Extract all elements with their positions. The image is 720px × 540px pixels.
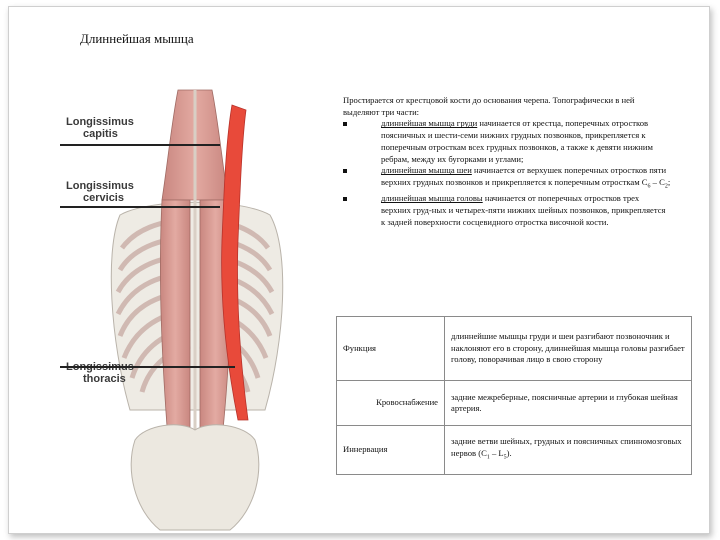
leader-line-capitis	[60, 144, 220, 146]
term-thoracis: длиннейшая мышца груди	[381, 118, 478, 129]
innervation-text-a: задние ветви шейных, грудных и поясничных спинномозговых нервов (С	[451, 436, 682, 458]
description-intro: Простирается от крестцовой кости до основания черепа. Топографически в ней выделяют три части:	[343, 95, 635, 117]
label-capitis-line1: Longissimus	[66, 116, 134, 128]
text-cervicis-a: начинается от верхушек поперечных отростков пяти верхних грудных позвонков и прикрепляется к поперечным отросткам С	[381, 165, 667, 187]
sub-c6: 6	[647, 183, 651, 190]
label-thoracis-line2: thoracis	[83, 373, 126, 385]
label-longissimus-cervicis	[66, 180, 134, 204]
label-cervicis-line1: Longissimus	[66, 180, 134, 192]
info-table	[336, 316, 692, 475]
function-label: Функция	[337, 317, 445, 381]
pelvis	[131, 425, 259, 530]
term-capitis: длиннейшая мышца головы	[381, 193, 483, 204]
blood-supply-value: задние межреберные, поясничные артерии и глубокая шейная артерия.	[445, 381, 692, 426]
description-block	[343, 95, 671, 228]
table-row	[337, 317, 692, 381]
innervation-value	[445, 426, 692, 475]
label-longissimus-capitis	[66, 116, 134, 140]
blood-supply-label: Кровоснабжение	[337, 381, 445, 426]
text-cervicis-c: ;	[667, 176, 671, 187]
text-capitis: начинается от поперечных отростков трех верхних груд-ных и четырех-пяти нижних шейных позвонков, прикрепляется к задней поверхности сосцевидного отростка височной кости.	[381, 193, 666, 227]
back-muscles-illustration	[50, 80, 340, 535]
innervation-text-c: ).	[506, 447, 512, 458]
bullet-icon	[343, 122, 347, 126]
leader-line-cervicis	[60, 206, 220, 208]
term-cervicis: длиннейшая мышца шеи	[381, 165, 472, 176]
label-longissimus-thoracis	[66, 361, 134, 385]
table-row	[337, 381, 692, 426]
sub-c1: 1	[486, 454, 490, 461]
leader-line-thoracis	[60, 366, 235, 368]
list-item	[343, 193, 671, 228]
sub-c2: 2	[664, 183, 668, 190]
bullet-icon	[343, 169, 347, 173]
list-item	[343, 165, 671, 193]
bullet-icon	[343, 197, 347, 201]
table-row	[337, 426, 692, 475]
text-cervicis-b: – С	[650, 176, 665, 187]
label-cervicis-line2: cervicis	[83, 192, 124, 204]
text-thoracis: начинается от крестца, поперечных отростков поясничных и шести-семи нижних грудных позвонков, прикрепляется к поперечным отросткам всех грудных позвонков, а также к девяти нижним ребрам, между их бугорками и углами;	[381, 118, 653, 164]
slide-title: Длиннейшая мышца	[80, 31, 194, 46]
sub-l5: 5	[503, 454, 507, 461]
list-item	[343, 118, 671, 165]
innervation-text-b: – L	[489, 447, 504, 458]
label-capitis-line2: capitis	[83, 128, 118, 140]
function-value: длиннейшие мышцы груди и шеи разгибают позвоночник и наклоняют его в сторону, длиннейшая мышца головы разгибает голову, поворачивая лицо в свою сторону	[445, 317, 692, 381]
description-list	[343, 118, 671, 228]
innervation-label: Иннервация	[337, 426, 445, 475]
